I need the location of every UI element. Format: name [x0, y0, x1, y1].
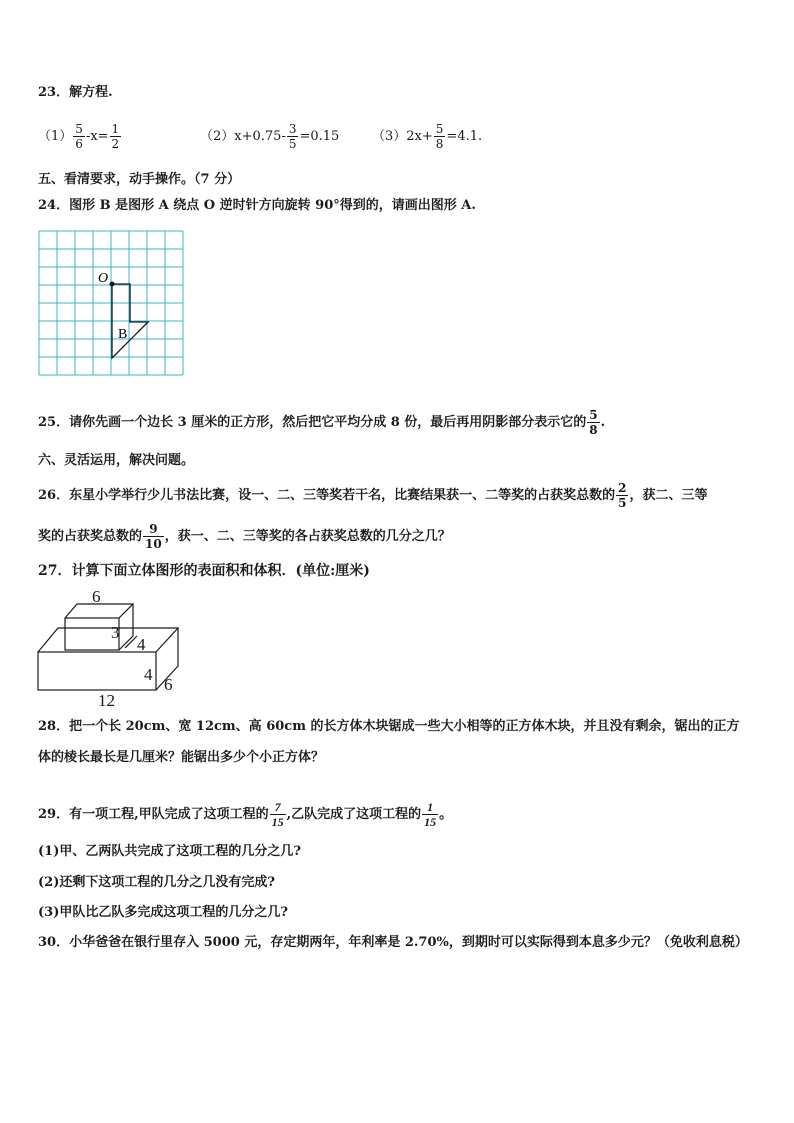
denominator: 8 — [435, 137, 444, 151]
numerator: 3 — [288, 122, 297, 136]
fraction — [110, 122, 122, 151]
fraction — [143, 522, 164, 551]
q30-text: 30．小华爸爸在银行里存入 5000 元，存定期两年，年利率是 2.70%，到期时可以实际得到本息多少元？（免收利息税） — [38, 935, 748, 950]
label-bottom-width: 6 — [164, 675, 173, 694]
top-box-top — [65, 604, 133, 618]
label-top-height: 3 — [111, 623, 120, 642]
fraction — [587, 408, 599, 437]
q23-equation-3 — [372, 122, 482, 151]
denominator: 8 — [589, 423, 598, 437]
shape-b-label: B — [118, 327, 128, 342]
q29-tail: 。 — [439, 807, 453, 822]
q29-text-1: 29．有一项工程,甲队完成了这项工程的 — [38, 807, 269, 822]
numerator: 5 — [589, 408, 598, 422]
eq3-label: （3）2x+ — [372, 129, 433, 144]
numerator: 9 — [149, 522, 158, 536]
label-top-width: 4 — [137, 635, 146, 654]
q25-main: 25．请你先画一个边长 3 厘米的正方形，然后把它平均分成 8 份，最后再用阴影部分表示它的 — [38, 415, 587, 430]
section-5-heading: 五、看清要求，动手操作。（7 分） — [38, 172, 241, 187]
eq2-label: （2）x+0.75- — [200, 129, 286, 144]
q24-text: 24．图形 B 是图形 A 绕点 O 逆时针方向旋转 90°得到的，请画出图形 A. — [38, 198, 476, 213]
denominator: 15 — [424, 815, 437, 829]
eq1-label: （1） — [38, 129, 73, 144]
fraction — [616, 481, 628, 510]
bottom-box-front — [38, 652, 156, 690]
q26-text-2-tail: ，获一、二、三等奖的各占获奖总数的几分之几？ — [164, 529, 451, 544]
fraction — [434, 122, 446, 151]
label-top-length: 6 — [92, 587, 101, 606]
q23-title: 23．解方程. — [38, 85, 113, 100]
numerator: 5 — [75, 122, 83, 136]
q25-text — [38, 408, 605, 437]
q24-grid-figure — [38, 230, 188, 380]
denominator: 2 — [111, 137, 120, 151]
fraction — [287, 122, 299, 151]
q23-equation-2 — [200, 122, 339, 151]
eq1-mid: -x= — [85, 129, 109, 144]
label-bottom-height: 4 — [144, 665, 153, 684]
fraction — [422, 800, 438, 829]
q29-sub-2: (2)还剩下这项工程的几分之几没有完成? — [38, 875, 275, 890]
q29-sub-3: (3)甲队比乙队多完成这项工程的几分之几? — [38, 905, 288, 920]
q29-text — [38, 800, 452, 829]
denominator: 15 — [271, 815, 284, 829]
numerator: 7 — [274, 800, 281, 814]
denominator: 5 — [288, 137, 297, 151]
section-6-heading: 六、灵活运用，解决问题。 — [38, 453, 195, 468]
denominator: 5 — [618, 496, 627, 510]
numerator: 5 — [435, 122, 444, 136]
q28-line-1: 28．把一个长 20cm、宽 12cm、高 60cm 的长方体木块锯成一些大小相等的正方体木块，并且没有剩余，锯出的正方 — [38, 719, 740, 734]
eq2-tail: =0.15 — [299, 129, 340, 144]
q29-text-2: ,乙队完成了这项工程的 — [286, 807, 422, 822]
eq3-tail: =4.1. — [446, 129, 483, 144]
denominator: 6 — [75, 137, 83, 151]
q23-equation-1 — [38, 122, 122, 151]
bottom-box-top — [38, 628, 178, 652]
grid-lines — [39, 231, 183, 375]
numerator: 1 — [111, 122, 120, 136]
q27-solid-figure — [36, 586, 186, 708]
denominator: 10 — [145, 537, 162, 551]
q25-tail: . — [600, 415, 606, 430]
q26-text-1: 26．东星小学举行少儿书法比赛，设一、二、三等奖若干名，比赛结果获一、二等奖的占获奖总数的 — [38, 488, 616, 503]
point-o — [110, 282, 115, 287]
point-o-label: O — [98, 271, 109, 286]
q26-text-2: 奖的占获奖总数的 — [38, 529, 143, 544]
q26-text-1-tail: ，获二、三等 — [629, 488, 708, 503]
q28-line-2: 体的棱长最长是几厘米？能锯出多少个小正方体？ — [38, 750, 325, 765]
numerator: 1 — [427, 800, 434, 814]
q27-text: 27．计算下面立体图形的表面积和体积．(单位:厘米) — [38, 563, 370, 579]
q26-line-2 — [38, 522, 451, 551]
q26-line-1 — [38, 481, 707, 510]
fraction — [270, 800, 286, 829]
label-bottom-length: 12 — [98, 691, 115, 708]
q29-sub-1: (1)甲、乙两队共完成了这项工程的几分之几? — [38, 844, 301, 859]
fraction — [73, 122, 85, 151]
numerator: 2 — [618, 481, 627, 495]
